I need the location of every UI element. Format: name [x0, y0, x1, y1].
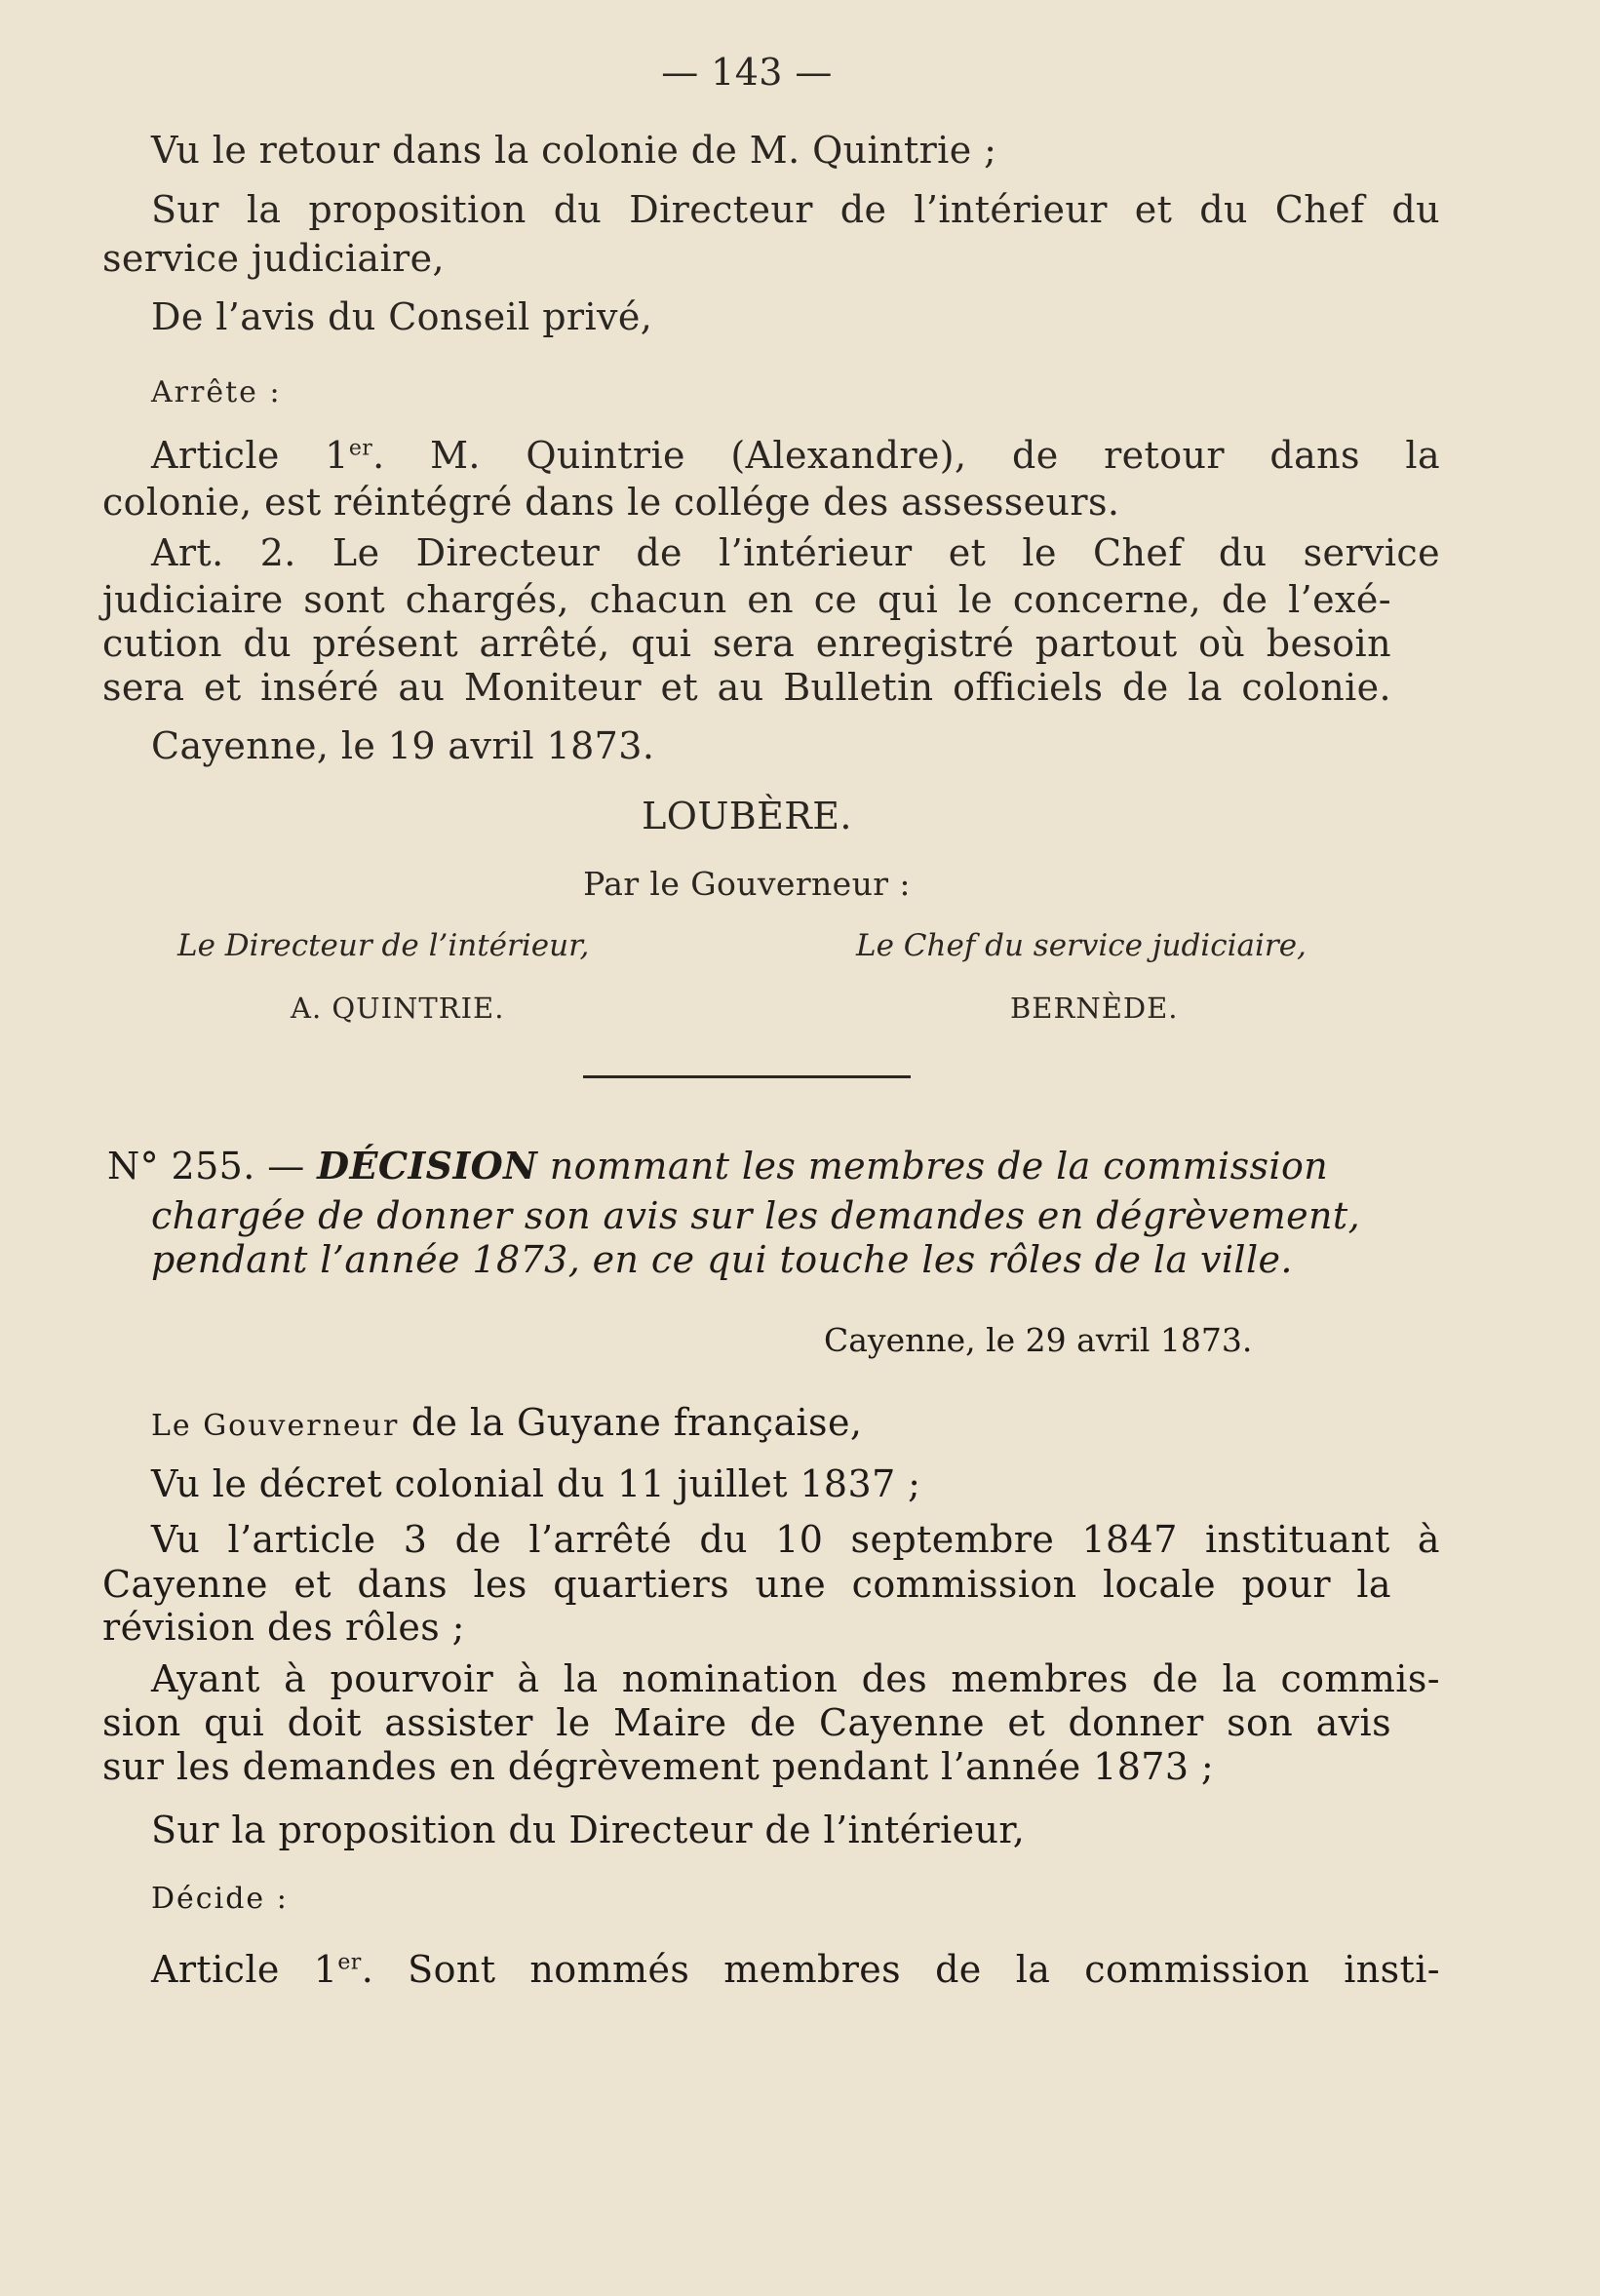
decision-article-1: Article 1er. Sont nommés membres de la commission insti- [151, 1948, 1440, 1991]
vu-retour: Vu le retour dans la colonie de M. Quintrie ; [151, 129, 997, 172]
decision-heading-line-2: chargée de donner son avis sur les demandes en dégrèvement, [151, 1194, 1361, 1237]
proposition-directeur: Sur la proposition du Directeur de l’intérieur, [151, 1809, 1026, 1851]
article-2-line-2: judiciaire sont chargés, chacun en ce qui le concerne, de l’exé- [102, 578, 1391, 621]
vu-article-line-1: Vu l’article 3 de l’arrêté du 10 septembre 1847 instituant à [151, 1518, 1440, 1561]
article-2-line-4: sera et inséré au Moniteur et au Bulletin officiels de la colonie. [102, 666, 1391, 709]
vu-article-line-2: Cayenne et dans les quartiers une commission locale pour la [102, 1563, 1391, 1606]
article-1-line-2: colonie, est réintégré dans le collége des assesseurs. [102, 481, 1120, 524]
arrete-label: Arrête : [151, 375, 282, 409]
section-divider [583, 1075, 911, 1078]
directeur-name: A. QUINTRIE. [291, 992, 505, 1025]
proposition-line-1: Sur la proposition du Directeur de l’intérieur et du Chef du [151, 188, 1440, 231]
decision-heading-line-1: N° 255. — DÉCISION nommant les membres de la commission [107, 1144, 1329, 1187]
par-le-gouverneur: Par le Gouverneur : [583, 865, 911, 903]
decide-label: Décide : [151, 1882, 289, 1916]
chef-service-name: BERNÈDE. [1010, 992, 1179, 1025]
vu-article-line-3: révision des rôles ; [102, 1606, 465, 1649]
article-2-line-1: Art. 2. Le Directeur de l’intérieur et le Chef du service [151, 531, 1440, 574]
arrete-date: Cayenne, le 19 avril 1873. [151, 724, 655, 767]
chef-service-title: Le Chef du service judiciaire, [856, 928, 1307, 963]
ayant-line-1: Ayant à pourvoir à la nomination des membres de la commis- [151, 1657, 1440, 1700]
ayant-line-3: sur les demandes en dégrèvement pendant l’année 1873 ; [102, 1745, 1215, 1788]
directeur-title: Le Directeur de l’intérieur, [177, 928, 590, 963]
signatory-name: LOUBÈRE. [642, 795, 852, 837]
page-number: — 143 — [661, 51, 833, 94]
ayant-line-2: sion qui doit assister le Maire de Cayenne et donner son avis [102, 1701, 1391, 1744]
article-1-line-1: Article 1er. M. Quintrie (Alexandre), de retour dans la [151, 434, 1441, 477]
gouverneur-line: Le Gouverneur de la Guyane française, [151, 1401, 863, 1444]
avis-conseil: De l’avis du Conseil privé, [151, 295, 653, 338]
article-2-line-3: cution du présent arrêté, qui sera enregistré partout où besoin [102, 622, 1391, 665]
decision-heading-line-3: pendant l’année 1873, en ce qui touche les rôles de la ville. [151, 1238, 1293, 1281]
decision-date: Cayenne, le 29 avril 1873. [824, 1321, 1253, 1359]
proposition-line-2: service judiciaire, [102, 237, 445, 280]
vu-decret: Vu le décret colonial du 11 juillet 1837 ; [151, 1462, 921, 1505]
